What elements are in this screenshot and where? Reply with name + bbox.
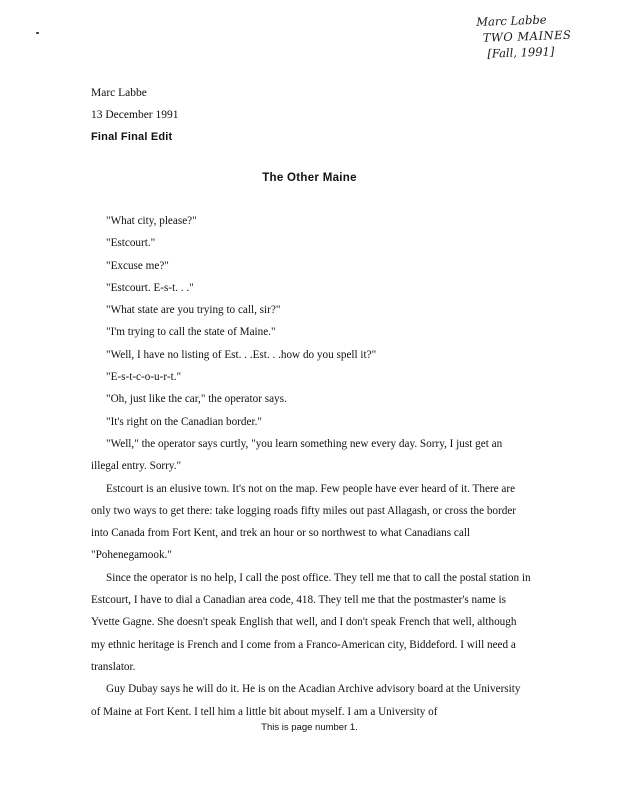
paragraph: "Excuse me?" xyxy=(106,259,169,272)
document-header xyxy=(91,82,179,148)
document-title: The Other Maine xyxy=(262,172,357,184)
handwritten-note-date: [Fall, 1991] xyxy=(487,44,555,61)
paragraph: "What state are you trying to call, sir?" xyxy=(106,304,281,317)
paragraph: "I'm trying to call the state of Maine." xyxy=(106,326,276,339)
document-date: 13 December 1991 xyxy=(91,109,179,121)
paragraph: "What city, please?" xyxy=(106,215,197,227)
handwritten-note-name: Marc Labbe xyxy=(476,12,547,29)
paragraph: "Estcourt." xyxy=(106,237,156,250)
author-name: Marc Labbe xyxy=(91,87,147,99)
page-number-footer: This is page number 1. xyxy=(261,722,358,733)
handwritten-note-title: TWO MAINES xyxy=(482,27,572,45)
paragraph: Guy Dubay says he will do it. He is on the Acadian Archive advisory board at the University of Maine at Fort Kent. I tell him a little bit about myself. I am a University of xyxy=(91,683,521,718)
handwritten-note xyxy=(476,9,608,62)
paragraph: Estcourt is an elusive town. It's not on the map. Few people have ever heard of it. There are only two ways to get there: take logging roads fifty miles out past Allagash, or cross the border into Canada from Fort Kent, and trek an hour or so northwest to what Canadians call "Pohenegamook." xyxy=(91,482,517,562)
paragraph: "Well, I have no listing of Est. . .Est. . .how do you spell it?" xyxy=(106,348,377,361)
scan-speck xyxy=(36,32,39,34)
paragraph: "Estcourt. E-s-t. . ." xyxy=(106,281,194,294)
paragraph: "It's right on the Canadian border." xyxy=(106,415,262,428)
paragraph: "Oh, just like the car," the operator says. xyxy=(106,393,287,406)
edit-label: Final Final Edit xyxy=(91,131,173,143)
document-body xyxy=(91,210,531,723)
paragraph: "E-s-t-c-o-u-r-t." xyxy=(106,371,182,384)
paragraph: Since the operator is no help, I call the post office. They tell me that to call the postal station in Estcourt, I have to dial a Canadian area code, 418. They tell me that the postmaster's name is Yvette Gagne. She doesn't speak English that well, and I don't speak French that well, although my ethnic heritage is French and I come from a Franco-American city, Biddeford. I will need a translator. xyxy=(91,571,531,673)
paragraph: "Well," the operator says curtly, "you learn something new every day. Sorry, I just get an illegal entry. Sorry." xyxy=(91,437,503,473)
